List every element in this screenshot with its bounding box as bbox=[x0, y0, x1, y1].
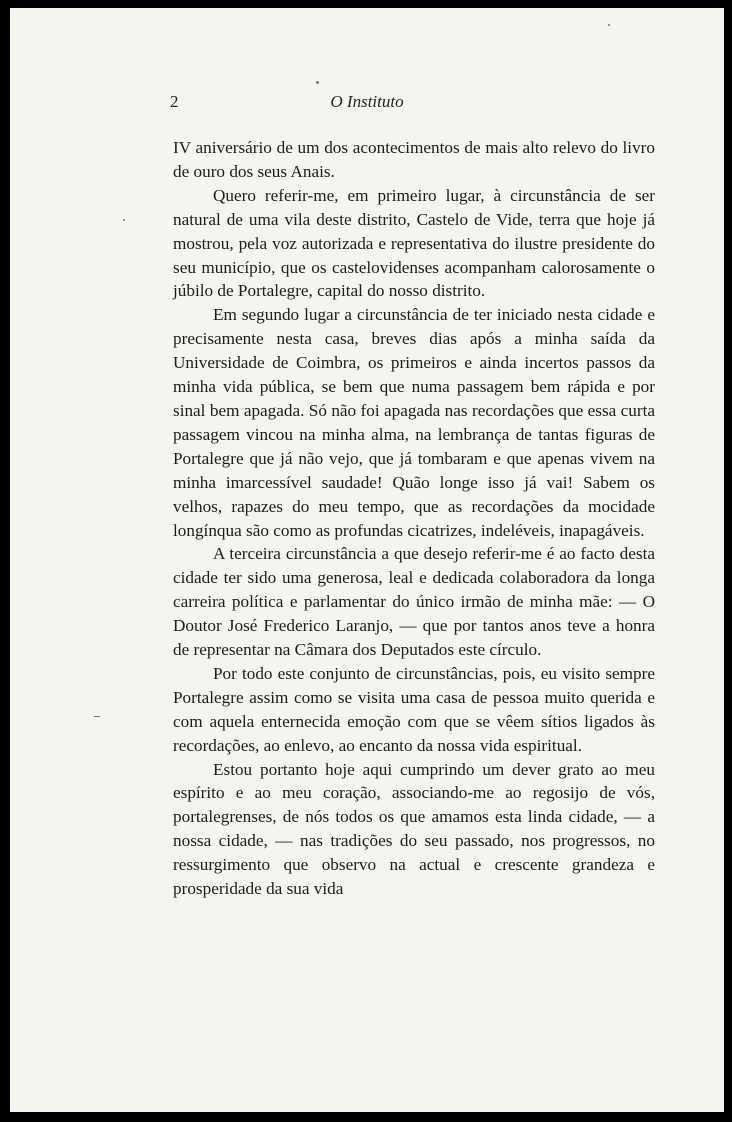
paragraph: A terceira circunstância a que desejo referir-me é ao facto desta cidade ter sido uma generosa, leal e dedicada colaboradora da longa carreira política e parlamentar do único irmão de minha mãe: — O Doutor José Frederico Laranjo, — que por tantos anos teve a honra de representar na Câmara dos Deputados este círculo. bbox=[173, 544, 655, 660]
speck bbox=[316, 81, 319, 84]
paragraph: Em segundo lugar a circunstância de ter iniciado nesta cidade e precisamente nesta casa, breves dias após a minha saída da Universidade de Coimbra, os primeiros e ainda incertos passos da minha vida pública, se bem que numa passagem bem rápida e por sinal bem apagada. Só não foi apagada nas recordações que essa curta passagem vincou na minha alma, na lembrança de tantas figuras de Portalegre que já não vejo, que já tombaram e que apenas vivem na minha imarcessível saudade! Quão longe isso já vai! Sabem os velhos, rapazes do meu tempo, que as recordações da mocidade longínqua são como as profundas cicatrizes, indeléveis, inapagáveis. bbox=[173, 305, 655, 540]
body-text bbox=[173, 136, 655, 901]
paragraph: IV aniversário de um dos acontecimentos de mais alto relevo do livro de ouro dos seus Anais. bbox=[173, 138, 655, 181]
speck bbox=[123, 219, 125, 221]
book-page bbox=[10, 8, 724, 1112]
running-title: O Instituto bbox=[330, 92, 404, 111]
page-number: 2 bbox=[170, 92, 179, 111]
page-header bbox=[10, 92, 724, 118]
paragraph: Quero referir-me, em primeiro lugar, à circunstância de ser natural de uma vila deste distrito, Castelo de Vide, terra que hoje já mostrou, pela voz autorizada e representativa do ilustre presidente do seu município, que os castelovidenses acompanham calorosamente o júbilo de Portalegre, capital do nosso distrito. bbox=[173, 185, 655, 301]
speck bbox=[94, 716, 100, 717]
paragraph: Por todo este conjunto de circunstâncias, pois, eu visito sempre Portalegre assim como se visita uma casa de pessoa muito querida e com aquela enternecida emoção com que se vêem sítios ligados às recordações, ao enlevo, ao encanto da nossa vida espiritual. bbox=[173, 663, 655, 755]
speck bbox=[608, 24, 610, 26]
paragraph: Estou portanto hoje aqui cumprindo um dever grato ao meu espírito e ao meu coração, associando-me ao regosijo de vós, portalegrenses, de nós todos os que amamos esta linda cidade, — a nossa cidade, — nas tradições do seu passado, nos progressos, no ressurgimento que observo na actual e crescente grandeza e prosperidade da sua vida bbox=[173, 759, 655, 899]
